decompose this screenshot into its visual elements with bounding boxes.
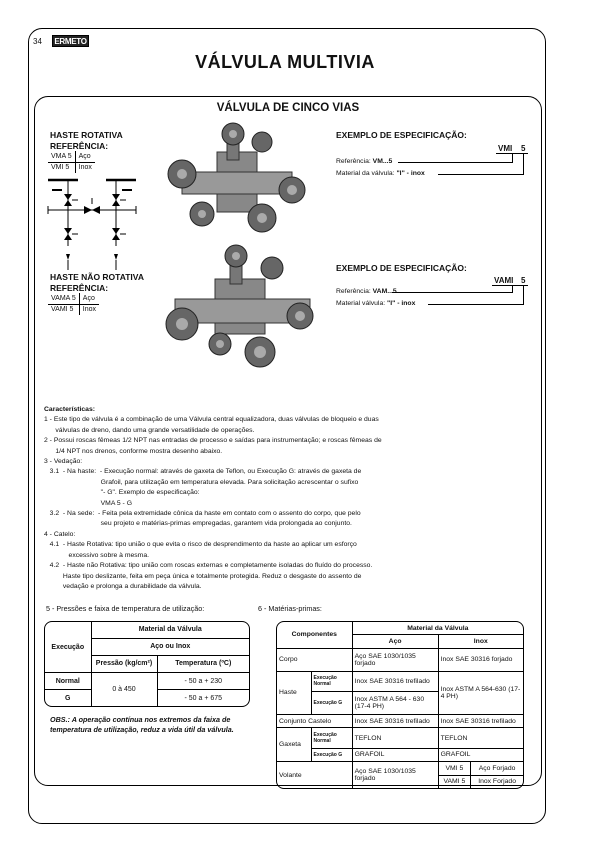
materials-section-heading: 6 - Matérias-primas: bbox=[258, 604, 322, 613]
haste-nao-rotativa-ref-heading: REFERÊNCIA: bbox=[50, 283, 109, 293]
characteristic-line: válvulas de dreno, dando uma grande versatilidade de operações. bbox=[44, 426, 255, 434]
spec1-code-size: 5 bbox=[521, 144, 526, 153]
volante-code: VAMI 5 bbox=[439, 775, 471, 788]
characteristics-heading: Características: bbox=[44, 406, 96, 413]
spec1-leader-line bbox=[438, 174, 524, 175]
ref-code: VAMI 5 bbox=[48, 304, 79, 315]
characteristic-line: Grafoil, para utilização em temperatura elevada. Para solicitação acrescentar o sufixo bbox=[44, 478, 359, 486]
spec1-leader-line bbox=[398, 162, 513, 163]
haste-inox: Inox ASTM A 564-630 (17-4 PH) bbox=[438, 671, 523, 714]
five-way-valve-non-rotating-photo bbox=[160, 244, 320, 374]
spec1-bracket bbox=[523, 153, 524, 174]
ref-code: VMA 5 bbox=[48, 151, 75, 162]
characteristic-line: 3.1 - Na haste: - Execução normal: através de gaxeta de Teflon, ou Execução G: através de gaxeta de bbox=[44, 468, 362, 476]
pressure-table bbox=[45, 622, 249, 706]
haste-g-label: Execução G bbox=[311, 691, 352, 714]
temperature-g: - 50 a + 675 bbox=[157, 690, 249, 706]
valve-schematic-diagram bbox=[44, 176, 140, 271]
castelo-label: Conjunto Castelo bbox=[277, 714, 352, 727]
page-title: VÁLVULA MULTIVIA bbox=[195, 52, 375, 72]
spec2-leader-line bbox=[428, 304, 524, 305]
characteristic-line: "- G". Exemplo de especificação: bbox=[44, 489, 200, 497]
haste-label: Haste bbox=[277, 671, 311, 714]
gaxeta-label: Gaxeta bbox=[277, 728, 311, 762]
gaxeta-normal-inox: TEFLON bbox=[438, 728, 523, 748]
characteristic-line: 1 - Este tipo de válvula é a combinação de uma Válvula central equalizadora, duas válvulas de bloqueio e duas bbox=[44, 416, 379, 424]
castelo-inox: Inox SAE 30316 trefilado bbox=[438, 714, 523, 727]
ermeto-logo: ERMETO bbox=[52, 35, 89, 47]
castelo-aco: Inox SAE 30316 trefilado bbox=[352, 714, 438, 727]
ref-material: Aço bbox=[75, 151, 95, 162]
pressure-section-heading: 5 - Pressões e faixa de temperatura de utilização: bbox=[46, 604, 205, 613]
ref-code: VMI 5 bbox=[48, 162, 75, 173]
characteristic-line: 3.2 - Na sede: - Feita pela extremidade cônica da haste em contato com o assento do corpo, que pelo bbox=[44, 510, 361, 518]
gaxeta-normal-label: Execução Normal bbox=[311, 728, 352, 748]
haste-nao-rotativa-ref-table bbox=[48, 293, 99, 315]
characteristics-section bbox=[44, 405, 444, 592]
execucao-header: Execução bbox=[45, 622, 91, 673]
haste-normal-label: Execução Normal bbox=[311, 671, 352, 691]
characteristic-line: VMA 5 - G bbox=[44, 499, 133, 507]
pressure-table-frame bbox=[44, 621, 250, 707]
spec2-reference: Referência: VAM...5 bbox=[336, 288, 397, 295]
haste-normal-aco: Inox SAE 30316 trefilado bbox=[352, 671, 438, 691]
temperature-normal: - 50 a + 230 bbox=[157, 673, 249, 690]
characteristic-line: 4 - Catelo: bbox=[44, 530, 76, 538]
aco-inox-header: Aço ou Inox bbox=[91, 638, 249, 655]
aco-header: Aço bbox=[352, 635, 438, 648]
spec2-code-underline bbox=[492, 285, 528, 286]
volante-material: Aço Forjado bbox=[471, 762, 523, 775]
pressao-header: Pressão (kg/cm²) bbox=[91, 655, 157, 672]
volante-inox-subtable bbox=[439, 762, 523, 788]
volante-aco: Aço SAE 1030/1035 forjado bbox=[352, 762, 438, 788]
spec2-leader-line bbox=[392, 292, 513, 293]
ref-material: Aço bbox=[79, 293, 99, 304]
materials-table bbox=[277, 622, 523, 788]
haste-rotativa-ref-table bbox=[48, 151, 95, 173]
gaxeta-normal-aco: TEFLON bbox=[352, 728, 438, 748]
material-header: Material da Válvula bbox=[352, 622, 523, 635]
ref-material: Inox bbox=[78, 164, 92, 172]
corpo-inox: Inox SAE 30316 forjado bbox=[438, 648, 523, 671]
characteristic-line: 1/4 NPT nos drenos, conforme mostra desenho abaixo. bbox=[44, 447, 223, 455]
execucao-normal: Normal bbox=[45, 673, 91, 690]
volante-code: VMI 5 bbox=[439, 762, 471, 775]
spec2-code-prefix: VAMI bbox=[494, 276, 514, 285]
material-header: Material da Válvula bbox=[91, 622, 249, 638]
characteristic-line: 4.1 - Haste Rotativa: tipo união o que evita o risco de desprendimento da haste ao aplicar um esforço bbox=[44, 541, 357, 549]
characteristic-line: 2 - Possui roscas fêmeas 1/2 NPT nas entradas de processo e saídas para instrumentação; e roscas fêmeas de bbox=[44, 437, 382, 445]
spec2-code-size: 5 bbox=[521, 276, 526, 285]
componentes-header: Componentes bbox=[277, 622, 352, 648]
characteristic-line: 4.2 - Haste não Rotativa: tipo união com roscas externas e completamente isoladas do fluído do processo. bbox=[44, 562, 373, 570]
execucao-g: G bbox=[45, 690, 91, 706]
volante-label: Volante bbox=[277, 762, 352, 788]
ref-code: VAMA 5 bbox=[48, 293, 79, 304]
spec2-bracket bbox=[523, 285, 524, 305]
spec1-code-prefix: VMI bbox=[498, 144, 513, 153]
obs-note: OBS.: A operação contínua nos extremos da faixa de temperatura de utilização, reduz a vida útil da válvula. bbox=[50, 715, 234, 734]
inox-header: Inox bbox=[438, 635, 523, 648]
volante-material: Inox Forjado bbox=[478, 778, 516, 786]
spec1-heading: EXEMPLO DE ESPECIFICAÇÃO: bbox=[336, 130, 467, 140]
haste-g-aco: Inox ASTM A 564 - 630 (17-4 PH) bbox=[352, 691, 438, 714]
section-subtitle: VÁLVULA DE CINCO VIAS bbox=[216, 102, 360, 114]
page-number: 34 bbox=[33, 37, 42, 46]
characteristic-line: seu projeto e matérias-primas empregadas, garantem vida prolongada ao conjunto. bbox=[44, 520, 352, 528]
characteristic-line: excessivo sobre à mesma. bbox=[44, 551, 150, 559]
spec1-code-underline bbox=[496, 153, 528, 154]
materials-table-frame bbox=[276, 621, 524, 789]
corpo-aco: Aço SAE 1030/1035 forjado bbox=[352, 648, 438, 671]
ref-material: Inox bbox=[82, 306, 97, 314]
gaxeta-g-inox: GRAFOIL bbox=[438, 748, 523, 761]
characteristic-line: Haste tipo deslizante, feita em peça única e totalmente protegida. Reduz o desgaste do assento de bbox=[44, 572, 362, 580]
characteristic-line: 3 - Vedação: bbox=[44, 458, 83, 466]
spec1-material: Material da válvula: "I" - inox bbox=[336, 170, 425, 177]
spec2-heading: EXEMPLO DE ESPECIFICAÇÃO: bbox=[336, 263, 467, 273]
temperatura-header: Temperatura (ºC) bbox=[157, 655, 249, 672]
corpo-label: Corpo bbox=[277, 648, 352, 671]
haste-rotativa-heading: HASTE ROTATIVA bbox=[50, 130, 123, 140]
gaxeta-g-aco: GRAFOIL bbox=[352, 748, 438, 761]
spec2-bracket bbox=[512, 285, 513, 293]
gaxeta-g-label: Execução G bbox=[311, 748, 352, 761]
spec1-reference: Referência: VM...5 bbox=[336, 158, 393, 165]
haste-nao-rotativa-heading: HASTE NÃO ROTATIVA bbox=[50, 272, 144, 282]
characteristic-line: vedação e prolonga a durabilidade da válvula. bbox=[44, 582, 202, 590]
volante-inox bbox=[438, 762, 523, 788]
spec2-material: Material válvula: "I" - inox bbox=[336, 300, 416, 307]
spec1-bracket bbox=[512, 153, 513, 163]
haste-rotativa-ref-heading: REFERÊNCIA: bbox=[50, 141, 109, 151]
five-way-valve-rotating-photo bbox=[162, 122, 312, 242]
pressure-value: 0 à 450 bbox=[91, 673, 157, 706]
